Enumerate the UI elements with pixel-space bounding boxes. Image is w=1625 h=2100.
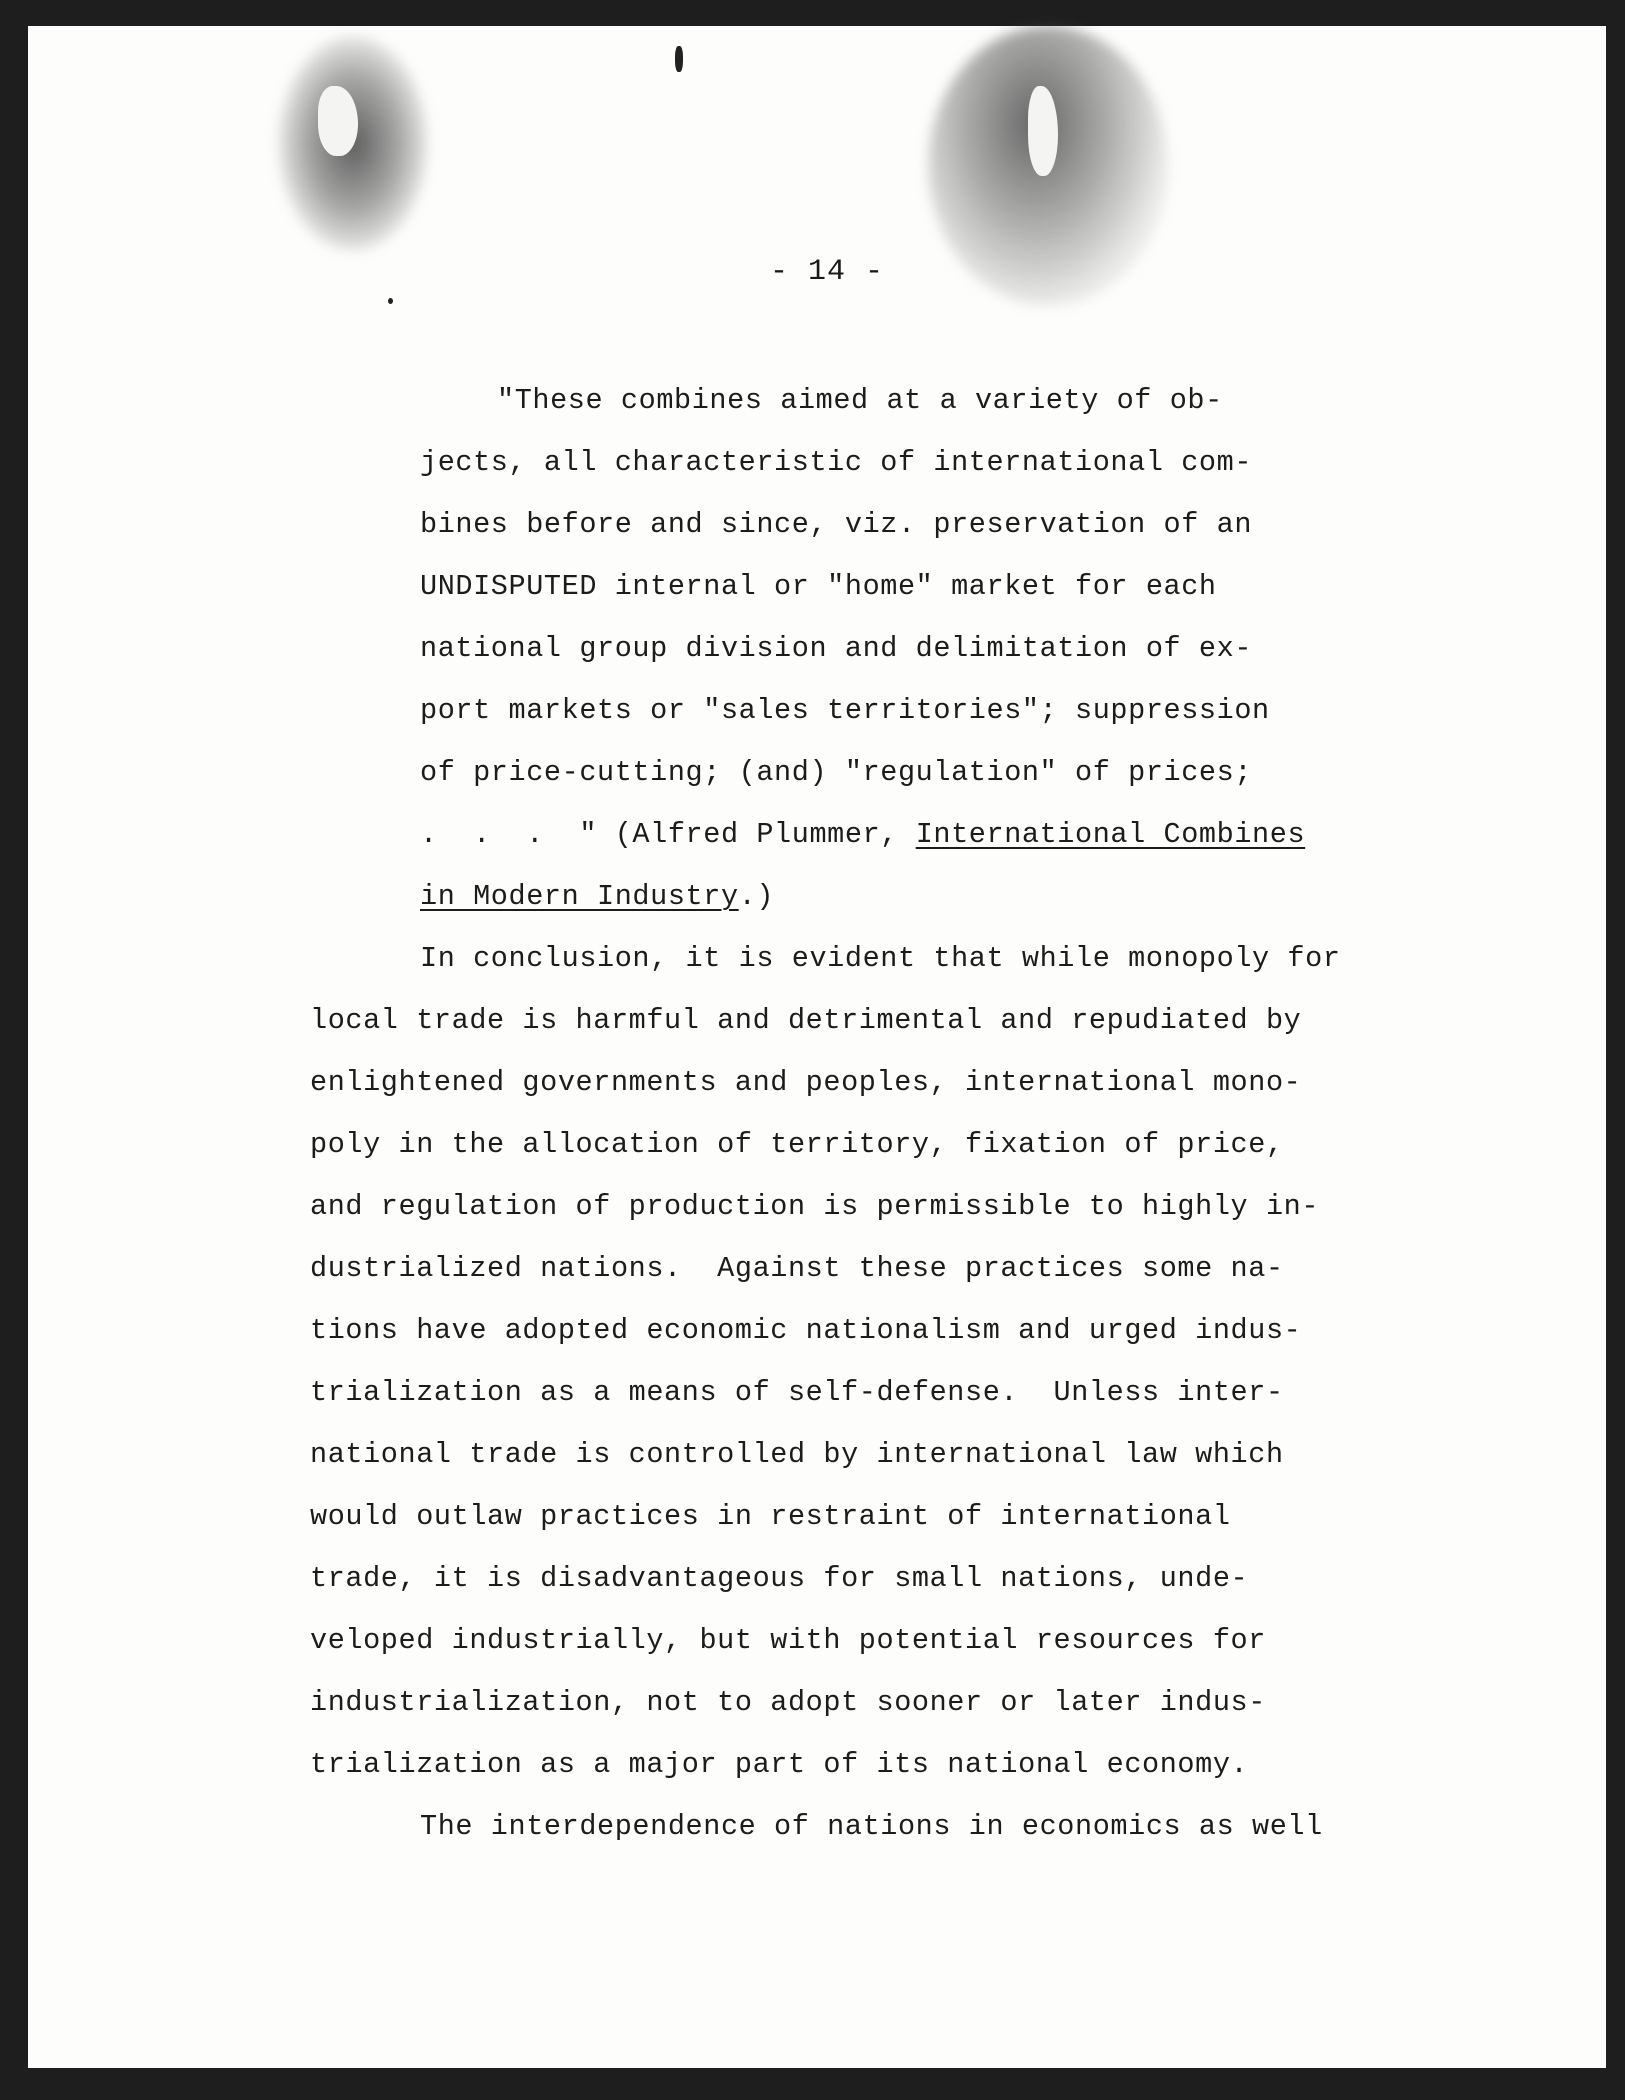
body-line: The interdependence of nations in economics as well	[420, 1810, 1323, 1843]
citation-line	[420, 818, 1306, 851]
body-line: trialization as a major part of its national economy.	[310, 1748, 1249, 1781]
body-line: trialization as a means of self-defense. Unless inter-	[310, 1376, 1284, 1409]
body-line: and regulation of production is permissible to highly in-	[310, 1190, 1320, 1223]
body-line: local trade is harmful and detrimental and repudiated by	[310, 1004, 1302, 1037]
page-number: - 14 -	[770, 255, 885, 289]
body-line: In conclusion, it is evident that while monopoly for	[420, 942, 1341, 975]
citation-title: International Combines	[915, 818, 1306, 851]
quote-line: bines before and since, viz. preservation of an	[420, 508, 1253, 541]
ink-speck	[388, 298, 393, 304]
quote-line: "These combines aimed at a variety of ob-	[497, 384, 1223, 417]
citation-line	[420, 880, 775, 913]
citation-close: .)	[738, 880, 775, 913]
quote-line: jects, all characteristic of international com-	[420, 446, 1253, 479]
quote-line: of price-cutting; (and) "regulation" of prices;	[420, 756, 1253, 789]
body-line: dustrialized nations. Against these practices some na-	[310, 1252, 1284, 1285]
body-line: tions have adopted economic nationalism and urged indus-	[310, 1314, 1302, 1347]
quote-line: national group division and delimitation of ex-	[420, 632, 1253, 665]
quote-line: UNDISPUTED internal or "home" market for each	[420, 570, 1217, 603]
body-line: enlightened governments and peoples, international mono-	[310, 1066, 1302, 1099]
citation-title: in Modern Industry	[420, 880, 739, 913]
body-line: national trade is controlled by international law which	[310, 1438, 1284, 1471]
body-line: would outlaw practices in restraint of international	[310, 1500, 1231, 1533]
quote-line: port markets or "sales territories"; suppression	[420, 694, 1270, 727]
citation-prefix: . . . " (Alfred Plummer,	[420, 818, 916, 851]
body-line: poly in the allocation of territory, fixation of price,	[310, 1128, 1284, 1161]
body-line: trade, it is disadvantageous for small nations, unde-	[310, 1562, 1249, 1595]
body-line: industrialization, not to adopt sooner or later indus-	[310, 1686, 1266, 1719]
ink-mark	[675, 46, 683, 72]
body-line: veloped industrially, but with potential resources for	[310, 1624, 1266, 1657]
